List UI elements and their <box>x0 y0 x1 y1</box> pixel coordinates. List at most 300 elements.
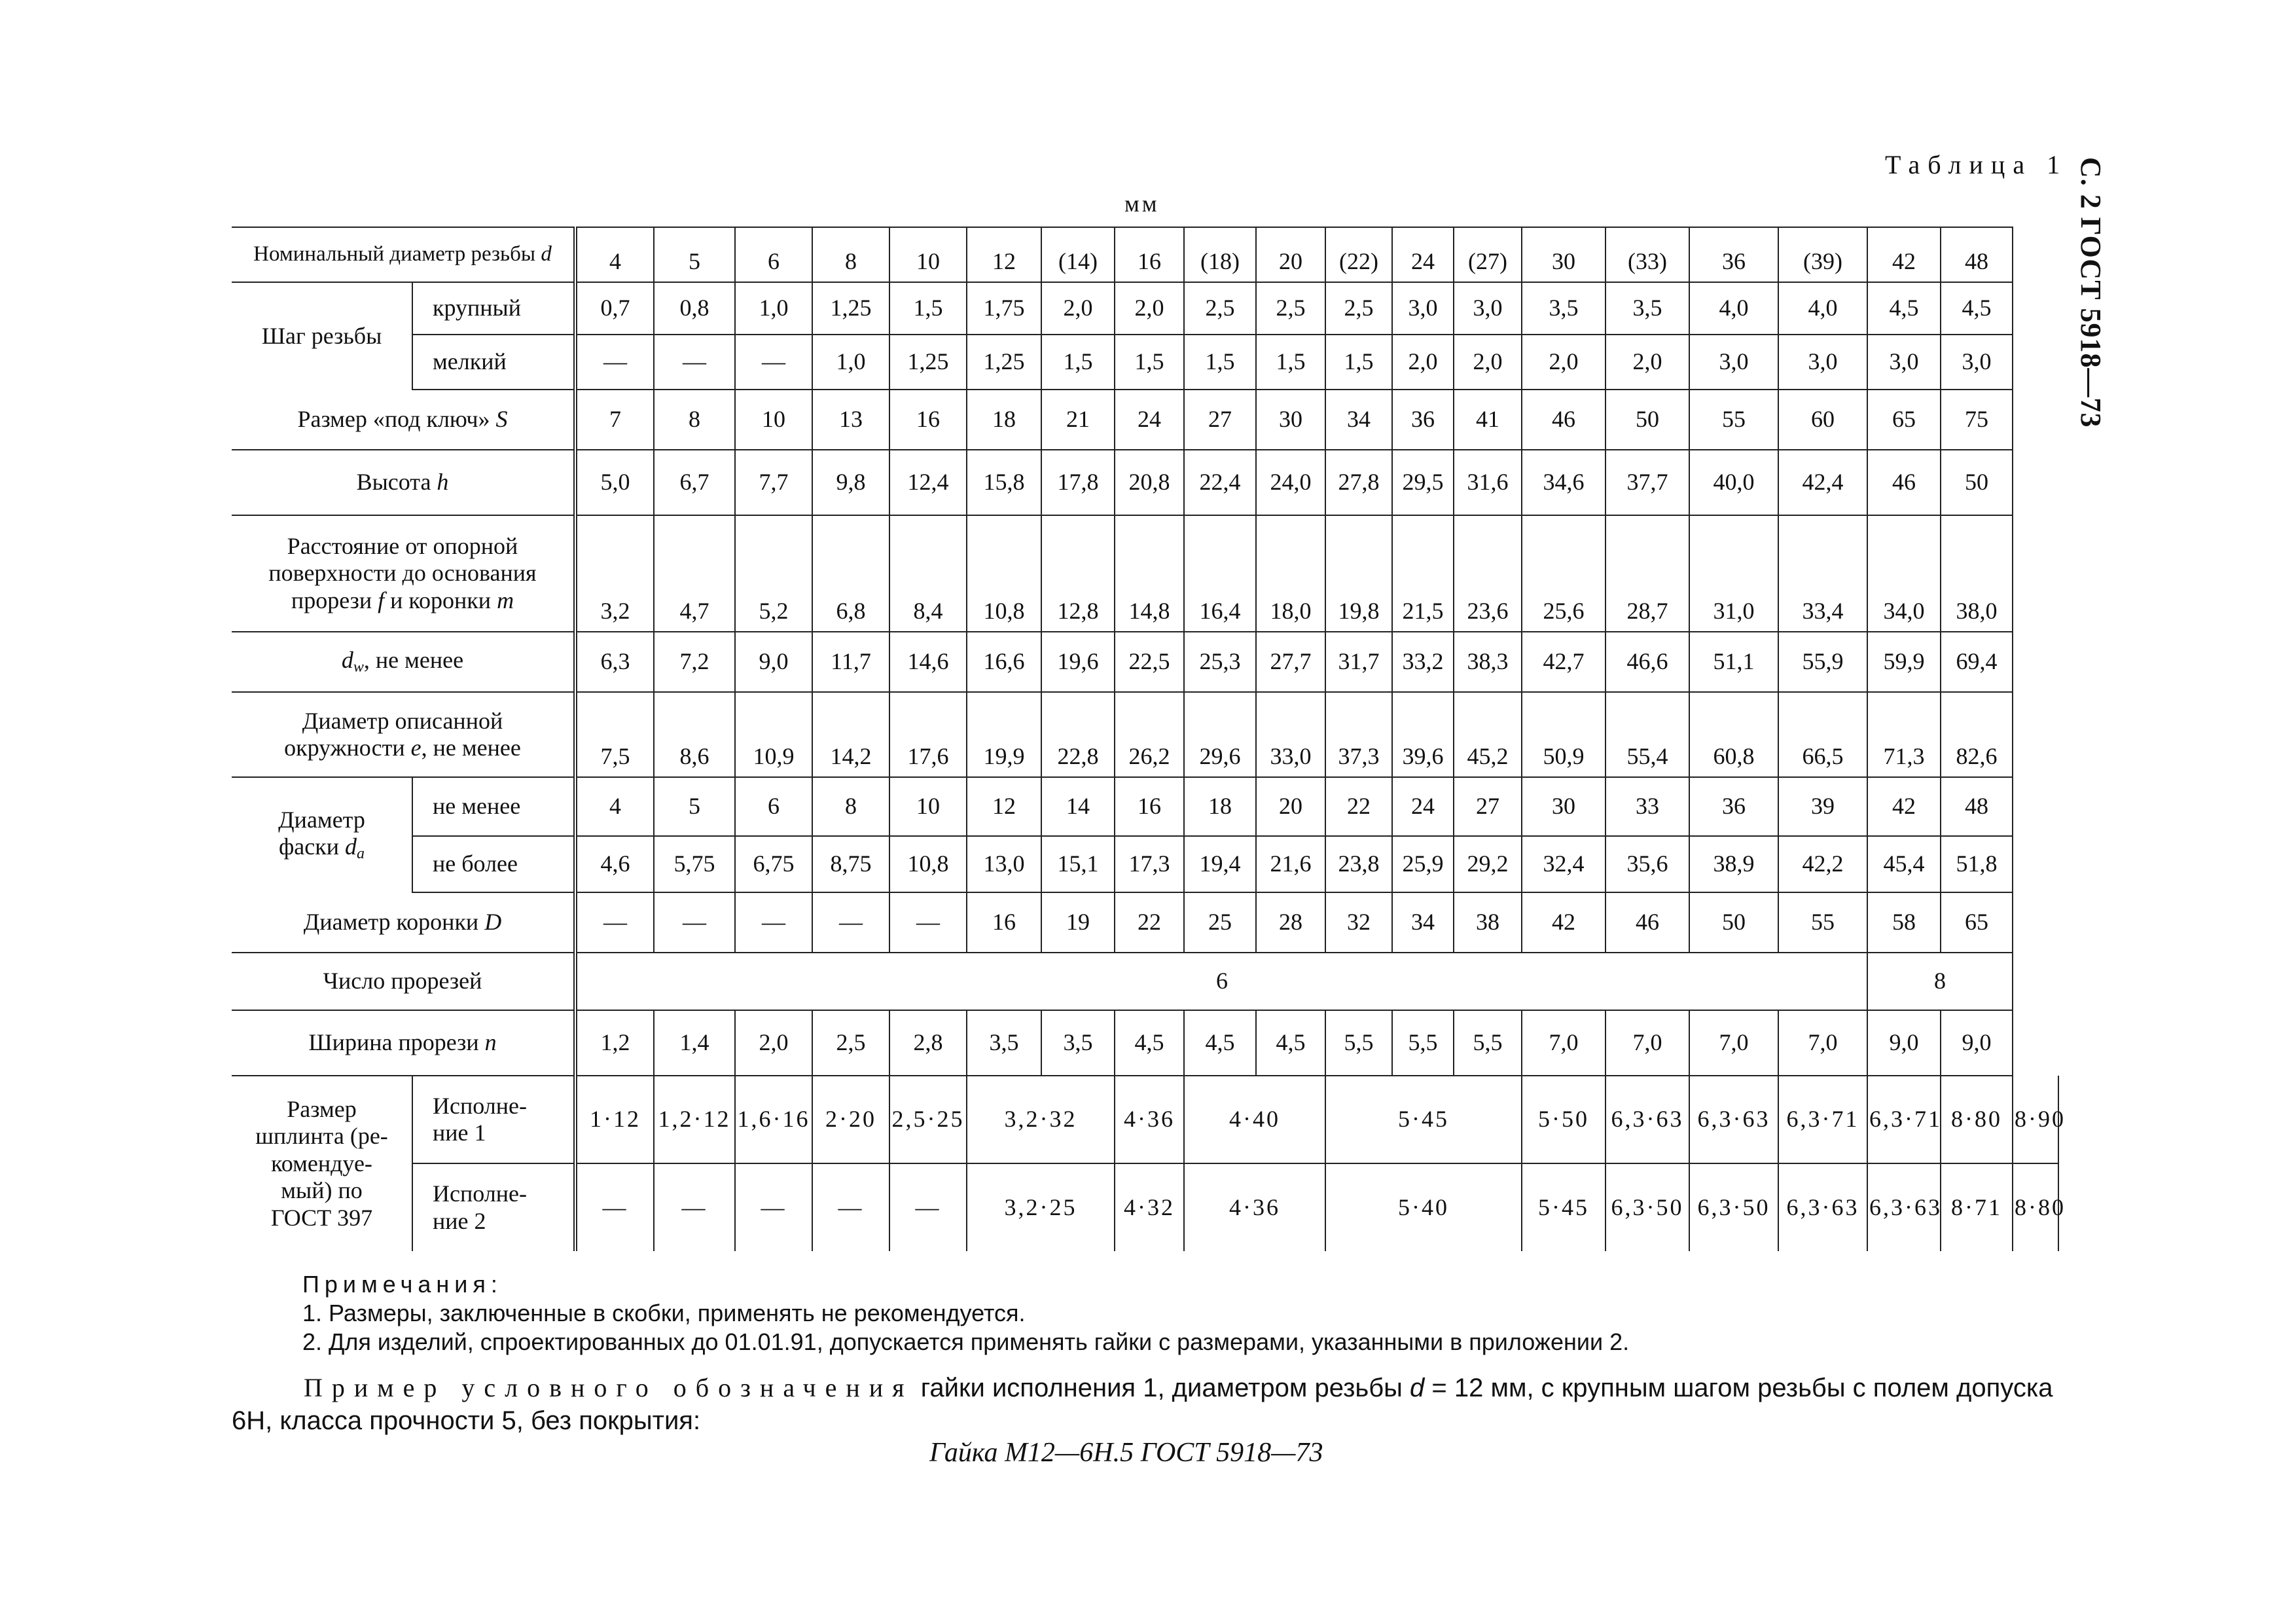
chamfer_min-cell: 14 <box>1041 777 1115 836</box>
slotw-cell: 1,4 <box>654 1010 735 1076</box>
pitch_coarse-cell: 4,5 <box>1867 282 1941 335</box>
distance-label <box>232 515 575 632</box>
dw-cell: 69,4 <box>1941 632 2013 692</box>
circ-cell: 82,6 <box>1941 692 2013 777</box>
table-chamfer-sub: a <box>357 845 365 863</box>
dw-cell: 16,6 <box>967 632 1041 692</box>
table-wrench-sym: S <box>495 406 508 433</box>
pitch_coarse-cell: 2,5 <box>1256 282 1325 335</box>
wrench-cell: 50 <box>1605 390 1689 450</box>
dist-cell: 31,0 <box>1689 515 1778 632</box>
slotw-cell: 7,0 <box>1522 1010 1605 1076</box>
height-cell: 31,6 <box>1454 450 1522 515</box>
pin_v2-cell: 8·80 <box>2013 1163 2058 1251</box>
pitch_fine-cell: 2,0 <box>1454 335 1522 390</box>
slotw-cell: 3,5 <box>967 1010 1041 1076</box>
crown-label <box>232 892 575 953</box>
crown-cell: 50 <box>1689 892 1778 953</box>
table-units: мм <box>1124 191 1160 217</box>
pin_v1-label <box>412 1076 575 1163</box>
cotter-pin-label <box>232 1076 412 1251</box>
crown-cell: 28 <box>1256 892 1325 953</box>
crown-cell: 65 <box>1941 892 2013 953</box>
crown-cell: 58 <box>1867 892 1941 953</box>
diameters-cell: 4 <box>575 227 654 282</box>
diameters-cell: (18) <box>1184 227 1256 282</box>
wrench-cell: 36 <box>1392 390 1454 450</box>
diameters-cell: (22) <box>1325 227 1392 282</box>
chamfer_max-cell: 19,4 <box>1184 836 1256 892</box>
pitch_coarse-cell: 1,0 <box>735 282 812 335</box>
dist-cell: 6,8 <box>812 515 889 632</box>
circ-cell: 39,6 <box>1392 692 1454 777</box>
chamfer_max-cell: 5,75 <box>654 836 735 892</box>
chamfer_min-cell: 12 <box>967 777 1041 836</box>
note-1: 1. Размеры, заключенные в скобки, применять не рекомендуется. <box>302 1300 1026 1326</box>
pin_v1-cell: 6,3·63 <box>1689 1076 1778 1163</box>
chamfer_max-cell: 23,8 <box>1325 836 1392 892</box>
table-circ-label-2b: , не менее <box>421 735 521 761</box>
pitch_fine-cell: 1,5 <box>1041 335 1115 390</box>
diameters-cell: 12 <box>967 227 1041 282</box>
pitch_fine-cell: 3,0 <box>1867 335 1941 390</box>
pitch_fine-cell: — <box>735 335 812 390</box>
slotw-cell: 7,0 <box>1689 1010 1778 1076</box>
table-diam-label: Номинальный диаметр резьбы <box>253 242 536 266</box>
table-row <box>232 1163 2058 1251</box>
dist-cell: 33,4 <box>1778 515 1867 632</box>
table-pin-v1-label-2: ние 1 <box>433 1120 486 1146</box>
pitch_fine-cell: 3,0 <box>1689 335 1778 390</box>
dist-cell: 21,5 <box>1392 515 1454 632</box>
slotw-cell: 5,5 <box>1392 1010 1454 1076</box>
pitch_coarse-cell: 3,5 <box>1522 282 1605 335</box>
height-label <box>232 450 575 515</box>
table-dist-label-3b: и коронки <box>390 587 492 613</box>
pitch_fine-cell: 1,5 <box>1325 335 1392 390</box>
circ-cell: 33,0 <box>1256 692 1325 777</box>
dw-cell: 6,3 <box>575 632 654 692</box>
crown-cell: 34 <box>1392 892 1454 953</box>
diameter-label <box>232 227 575 282</box>
slotw-cell: 9,0 <box>1867 1010 1941 1076</box>
chamfer_max-cell: 21,6 <box>1256 836 1325 892</box>
crown-cell: — <box>889 892 967 953</box>
table-row <box>232 1010 2058 1076</box>
circ-cell: 10,9 <box>735 692 812 777</box>
diameters-cell: (14) <box>1041 227 1115 282</box>
table-slotw-sym: n <box>484 1029 497 1056</box>
wrench-cell: 60 <box>1778 390 1867 450</box>
height-cell: 37,7 <box>1605 450 1689 515</box>
wrench-cell: 30 <box>1256 390 1325 450</box>
pitch_coarse-cell: 4,0 <box>1778 282 1867 335</box>
table-row <box>232 777 2058 836</box>
slotw-cell: 7,0 <box>1778 1010 1867 1076</box>
dw-cell: 14,6 <box>889 632 967 692</box>
table-dist-sym-m: m <box>497 587 514 613</box>
wrench-cell: 7 <box>575 390 654 450</box>
table-dist-label-1: Расстояние от опорной <box>287 532 518 559</box>
table-dist-label-3a: прорези <box>291 587 372 613</box>
diameters-cell: 30 <box>1522 227 1605 282</box>
table-diam-sym: d <box>541 242 552 266</box>
crown-cell: 46 <box>1605 892 1689 953</box>
dist-cell: 25,6 <box>1522 515 1605 632</box>
pitch_coarse-cell: 3,0 <box>1454 282 1522 335</box>
pitch_coarse-cell: 2,5 <box>1325 282 1392 335</box>
table-row <box>232 390 2058 450</box>
table-crown-label: Диаметр коронки <box>303 909 479 936</box>
pin_v1-cell: 3,2·32 <box>967 1076 1115 1163</box>
table-chamfer-label-2: фаски <box>278 833 340 860</box>
dist-cell: 18,0 <box>1256 515 1325 632</box>
height-cell: 17,8 <box>1041 450 1115 515</box>
dw-cell: 33,2 <box>1392 632 1454 692</box>
height-cell: 6,7 <box>654 450 735 515</box>
circ-cell: 71,3 <box>1867 692 1941 777</box>
notes <box>302 1270 1629 1357</box>
chamfer_max-cell: 51,8 <box>1941 836 2013 892</box>
dist-cell: 28,7 <box>1605 515 1689 632</box>
chamfer_max-cell: 17,3 <box>1115 836 1184 892</box>
diameters-cell: 20 <box>1256 227 1325 282</box>
dist-cell: 16,4 <box>1184 515 1256 632</box>
height-cell: 15,8 <box>967 450 1041 515</box>
slotw-cell: 4,5 <box>1256 1010 1325 1076</box>
pin_v1-cell: 4·36 <box>1115 1076 1184 1163</box>
table-row <box>232 692 2058 777</box>
slotw-cell: 3,5 <box>1041 1010 1115 1076</box>
wrench-cell: 24 <box>1115 390 1184 450</box>
table-pin-label-3: комендуе- <box>271 1150 372 1176</box>
dw-cell: 51,1 <box>1689 632 1778 692</box>
wrench-cell: 27 <box>1184 390 1256 450</box>
chamfer_max-cell: 13,0 <box>967 836 1041 892</box>
table-circ-label-1: Диаметр описанной <box>302 707 503 734</box>
pin_v2-cell: 5·45 <box>1522 1163 1605 1251</box>
dw-cell: 27,7 <box>1256 632 1325 692</box>
wrench-cell: 10 <box>735 390 812 450</box>
circ-cell: 19,9 <box>967 692 1041 777</box>
pitch_coarse-cell: 1,75 <box>967 282 1041 335</box>
pitch_fine-cell: 1,0 <box>812 335 889 390</box>
chamfer_max-cell: 35,6 <box>1605 836 1689 892</box>
chamfer_max-cell: 32,4 <box>1522 836 1605 892</box>
height-cell: 9,8 <box>812 450 889 515</box>
wrench-label <box>232 390 575 450</box>
wrench-cell: 55 <box>1689 390 1778 450</box>
pin_v2-cell: 5·40 <box>1325 1163 1522 1251</box>
pitch_fine-cell: 1,25 <box>967 335 1041 390</box>
dw-cell: 46,6 <box>1605 632 1689 692</box>
wrench-cell: 18 <box>967 390 1041 450</box>
dist-cell: 5,2 <box>735 515 812 632</box>
chamfer-min-label: не менее <box>412 777 575 836</box>
slotw-cell: 5,5 <box>1325 1010 1392 1076</box>
pitch_coarse-cell: 3,0 <box>1392 282 1454 335</box>
pin_v1-cell: 5·50 <box>1522 1076 1605 1163</box>
wrench-cell: 21 <box>1041 390 1115 450</box>
circ-cell: 14,2 <box>812 692 889 777</box>
table-row <box>232 282 2058 335</box>
pin_v1-cell: 5·45 <box>1325 1076 1522 1163</box>
pitch_fine-cell: 2,0 <box>1605 335 1689 390</box>
height-cell: 29,5 <box>1392 450 1454 515</box>
dw-cell: 25,3 <box>1184 632 1256 692</box>
slotw-cell: 5,5 <box>1454 1010 1522 1076</box>
wrench-cell: 65 <box>1867 390 1941 450</box>
table-pitch-label: Шаг резьбы <box>261 322 382 349</box>
slotw-cell: 2,0 <box>735 1010 812 1076</box>
table-dist-sym-f: f <box>378 587 385 613</box>
pitch_fine-cell: — <box>654 335 735 390</box>
pitch-label <box>232 282 412 390</box>
wrench-cell: 75 <box>1941 390 2013 450</box>
table-wrench-label: Размер «под ключ» <box>297 406 490 433</box>
circumscribed-label <box>232 692 575 777</box>
crown-cell: — <box>735 892 812 953</box>
circ-cell: 60,8 <box>1689 692 1778 777</box>
diameters-cell: 10 <box>889 227 967 282</box>
designation-example <box>232 1372 2059 1437</box>
pin_v2-cell: 6,3·63 <box>1867 1163 1941 1251</box>
pin_v2-cell: — <box>889 1163 967 1251</box>
pin_v2-cell: — <box>735 1163 812 1251</box>
table-chamfer-label-1: Диаметр <box>278 807 365 833</box>
pin_v1-cell: 8·80 <box>1941 1076 2013 1163</box>
pitch_coarse-cell: 0,7 <box>575 282 654 335</box>
table-height-sym: h <box>437 469 449 496</box>
chamfer_min-cell: 36 <box>1689 777 1778 836</box>
dist-cell: 3,2 <box>575 515 654 632</box>
crown-cell: 38 <box>1454 892 1522 953</box>
wrench-cell: 13 <box>812 390 889 450</box>
dw-cell: 7,2 <box>654 632 735 692</box>
chamfer_min-cell: 22 <box>1325 777 1392 836</box>
height-cell: 42,4 <box>1778 450 1867 515</box>
diameters-cell: 24 <box>1392 227 1454 282</box>
chamfer_min-cell: 39 <box>1778 777 1867 836</box>
dist-cell: 4,7 <box>654 515 735 632</box>
pin_v2-cell: 4·36 <box>1184 1163 1325 1251</box>
circ-cell: 45,2 <box>1454 692 1522 777</box>
height-cell: 20,8 <box>1115 450 1184 515</box>
table-pin-label-5: ГОСТ 397 <box>270 1204 373 1231</box>
pitch_fine-cell: 1,5 <box>1115 335 1184 390</box>
pitch_fine-cell: 1,5 <box>1184 335 1256 390</box>
slotw-cell: 4,5 <box>1115 1010 1184 1076</box>
table-row <box>232 227 2058 282</box>
table-dw-label: , не менее <box>363 647 464 674</box>
chamfer_min-cell: 30 <box>1522 777 1605 836</box>
height-cell: 5,0 <box>575 450 654 515</box>
diameters-cell: 42 <box>1867 227 1941 282</box>
table-pin-label-4: мый) по <box>281 1177 363 1204</box>
height-cell: 34,6 <box>1522 450 1605 515</box>
diameters-cell: 48 <box>1941 227 2013 282</box>
circ-cell: 22,8 <box>1041 692 1115 777</box>
table-crown-sym: D <box>484 909 502 936</box>
chamfer_max-cell: 25,9 <box>1392 836 1454 892</box>
dist-cell: 19,8 <box>1325 515 1392 632</box>
dist-cell: 23,6 <box>1454 515 1522 632</box>
dist-cell: 10,8 <box>967 515 1041 632</box>
pitch_coarse-cell: 1,5 <box>889 282 967 335</box>
crown-cell: 42 <box>1522 892 1605 953</box>
crown-cell: — <box>812 892 889 953</box>
slotw-cell: 2,5 <box>812 1010 889 1076</box>
slotw-cell: 2,8 <box>889 1010 967 1076</box>
height-cell: 22,4 <box>1184 450 1256 515</box>
chamfer_max-cell: 6,75 <box>735 836 812 892</box>
height-cell: 27,8 <box>1325 450 1392 515</box>
chamfer_min-cell: 16 <box>1115 777 1184 836</box>
diameters-cell: 16 <box>1115 227 1184 282</box>
diameters-cell: (27) <box>1454 227 1522 282</box>
dist-cell: 12,8 <box>1041 515 1115 632</box>
slotw-cell: 7,0 <box>1605 1010 1689 1076</box>
table-chamfer-sym: d <box>345 833 357 860</box>
table-row <box>232 892 2058 953</box>
table-pin-label-2: шплинта (ре- <box>255 1123 388 1150</box>
circ-cell: 55,4 <box>1605 692 1689 777</box>
pitch_coarse-cell: 4,0 <box>1689 282 1778 335</box>
table-pin-label-1: Размер <box>287 1096 357 1123</box>
height-cell: 24,0 <box>1256 450 1325 515</box>
diameters-cell: 36 <box>1689 227 1778 282</box>
chamfer_min-cell: 6 <box>735 777 812 836</box>
crown-cell: 25 <box>1184 892 1256 953</box>
pin_v1-cell: 2·20 <box>812 1076 889 1163</box>
table-dw-sym: d <box>341 647 353 674</box>
slotw-cell: 9,0 <box>1941 1010 2013 1076</box>
pitch_coarse-cell: 2,5 <box>1184 282 1256 335</box>
table-height-label: Высота <box>356 469 431 496</box>
crown-cell: — <box>575 892 654 953</box>
dist-cell: 38,0 <box>1941 515 2013 632</box>
pin_v2-cell: — <box>812 1163 889 1251</box>
pitch_fine-cell: 3,0 <box>1941 335 2013 390</box>
diameters-cell: (33) <box>1605 227 1689 282</box>
circ-cell: 29,6 <box>1184 692 1256 777</box>
chamfer_max-cell: 38,9 <box>1689 836 1778 892</box>
wrench-cell: 16 <box>889 390 967 450</box>
table-slotw-label: Ширина прорези <box>308 1029 479 1056</box>
chamfer-max-label: не более <box>412 836 575 892</box>
example-heading: Пример условного обозначения <box>304 1373 914 1402</box>
pitch_fine-cell: — <box>575 335 654 390</box>
table-dist-label-2: поверхности до основания <box>268 560 537 587</box>
chamfer_max-cell: 45,4 <box>1867 836 1941 892</box>
pitch_coarse-cell: 2,0 <box>1041 282 1115 335</box>
pin_v2-cell: — <box>575 1163 654 1251</box>
pin_v2-cell: 6,3·63 <box>1778 1163 1867 1251</box>
page-side-title: С. 2 ГОСТ 5918—73 <box>2075 157 2107 428</box>
pitch_coarse-cell: 0,8 <box>654 282 735 335</box>
dist-cell: 14,8 <box>1115 515 1184 632</box>
dw-label <box>232 632 575 692</box>
pin_v1-cell: 6,3·71 <box>1867 1076 1941 1163</box>
table-circ-label-2a: окружности <box>284 735 405 761</box>
chamfer_min-cell: 10 <box>889 777 967 836</box>
crown-cell: 55 <box>1778 892 1867 953</box>
dw-cell: 42,7 <box>1522 632 1605 692</box>
pin_v1-cell: 1·12 <box>575 1076 654 1163</box>
pin_v2-cell: 6,3·50 <box>1605 1163 1689 1251</box>
pitch_coarse-cell: 1,25 <box>812 282 889 335</box>
pitch_fine-cell: 1,5 <box>1256 335 1325 390</box>
table-pin-v2-label-2: ние 2 <box>433 1207 486 1234</box>
dist-cell: 8,4 <box>889 515 967 632</box>
circ-cell: 8,6 <box>654 692 735 777</box>
pin_v2-cell: 6,3·50 <box>1689 1163 1778 1251</box>
pitch-coarse-label: крупный <box>412 282 575 335</box>
table-row <box>232 335 2058 390</box>
pin_v2-cell: 3,2·25 <box>967 1163 1115 1251</box>
table-row <box>232 515 2058 632</box>
table-circ-sym: e <box>410 735 422 761</box>
table-dw-sub: w <box>353 659 364 676</box>
height-cell: 40,0 <box>1689 450 1778 515</box>
pin_v1-cell: 8·90 <box>2013 1076 2058 1163</box>
table-pin-v2-label-1: Исполне- <box>433 1180 527 1207</box>
diameters-cell: 6 <box>735 227 812 282</box>
example-text-b: = 12 мм, с крупным шагом резьбы с полем допуска 6Н, класса прочности 5, без покрытия: <box>232 1374 2053 1435</box>
table-row <box>232 450 2058 515</box>
table-row <box>232 632 2058 692</box>
table-row <box>232 836 2058 892</box>
pin_v1-cell: 6,3·63 <box>1605 1076 1689 1163</box>
pin_v1-cell: 2,5·25 <box>889 1076 967 1163</box>
note-2: 2. Для изделий, спроектированных до 01.01.91, допускается применять гайки с размерами, указанными в приложении 2. <box>302 1328 1630 1355</box>
example-sym-d: d <box>1410 1374 1425 1402</box>
chamfer_max-cell: 29,2 <box>1454 836 1522 892</box>
table-row <box>232 953 2058 1010</box>
dist-cell: 34,0 <box>1867 515 1941 632</box>
pitch_fine-cell: 3,0 <box>1778 335 1867 390</box>
dw-cell: 22,5 <box>1115 632 1184 692</box>
height-cell: 50 <box>1941 450 2013 515</box>
dw-cell: 9,0 <box>735 632 812 692</box>
slotw-cell: 4,5 <box>1184 1010 1256 1076</box>
circ-cell: 66,5 <box>1778 692 1867 777</box>
example-text-a: гайки исполнения 1, диаметром резьбы <box>913 1374 1410 1402</box>
chamfer-label <box>232 777 412 892</box>
height-cell: 7,7 <box>735 450 812 515</box>
table-pin-v1-label-1: Исполне- <box>433 1092 527 1119</box>
dw-cell: 11,7 <box>812 632 889 692</box>
crown-cell: 22 <box>1115 892 1184 953</box>
dw-cell: 55,9 <box>1778 632 1867 692</box>
chamfer_min-cell: 33 <box>1605 777 1689 836</box>
slots-label: Число прорезей <box>232 953 575 1010</box>
chamfer_min-cell: 5 <box>654 777 735 836</box>
wrench-cell: 46 <box>1522 390 1605 450</box>
dw-cell: 59,9 <box>1867 632 1941 692</box>
circ-cell: 7,5 <box>575 692 654 777</box>
slotw-cell: 1,2 <box>575 1010 654 1076</box>
nut-dimensions-table <box>232 227 2066 1251</box>
crown-cell: — <box>654 892 735 953</box>
slots-count-a: 6 <box>575 953 1867 1010</box>
circ-cell: 26,2 <box>1115 692 1184 777</box>
chamfer_max-cell: 15,1 <box>1041 836 1115 892</box>
chamfer_max-cell: 8,75 <box>812 836 889 892</box>
height-cell: 12,4 <box>889 450 967 515</box>
chamfer_min-cell: 4 <box>575 777 654 836</box>
crown-cell: 19 <box>1041 892 1115 953</box>
